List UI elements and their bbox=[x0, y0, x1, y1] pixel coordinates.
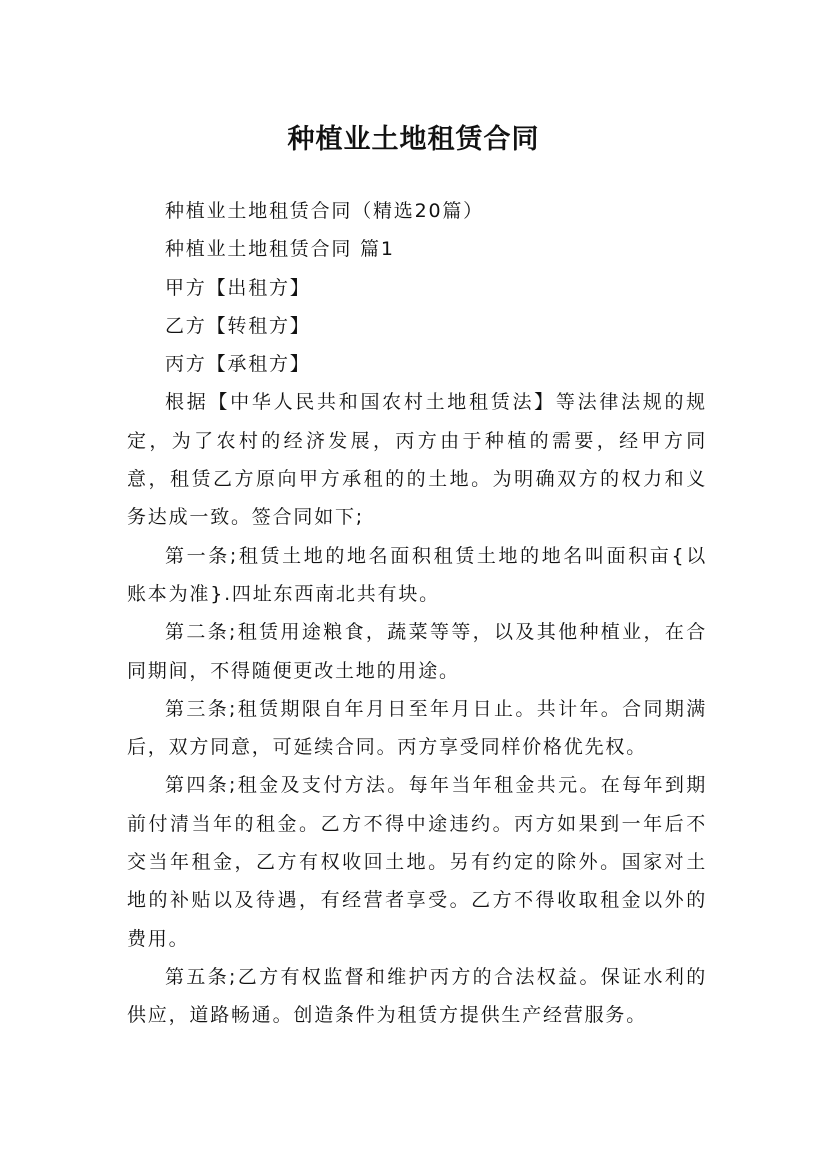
party-b-line: 乙方【转租方】 bbox=[165, 314, 311, 337]
document-body bbox=[127, 192, 707, 1035]
article-5-paragraph: 第五条;乙方有权监督和维护丙方的合法权益。保证水利的供应，道路畅通。创造条件为租赁方提供生产经营服务。 bbox=[127, 965, 707, 1027]
party-a-line: 甲方【出租方】 bbox=[165, 276, 311, 299]
section-heading: 种植业土地租赁合同 篇1 bbox=[165, 238, 395, 261]
article-2-paragraph: 第二条;租赁用途粮食，蔬菜等等，以及其他种植业，在合同期间，不得随便更改土地的用途。 bbox=[127, 621, 707, 682]
party-c-line: 丙方【承租方】 bbox=[165, 353, 311, 376]
document-title: 种植业土地租赁合同 bbox=[287, 124, 540, 156]
article-3-paragraph: 第三条;租赁期限自年月日至年月日止。共计年。合同期满后，双方同意，可延续合同。丙方享受同样价格优先权。 bbox=[127, 697, 707, 759]
subtitle-paragraph: 种植业土地租赁合同（精选20篇） bbox=[165, 200, 484, 222]
preamble-paragraph: 根据【中华人民共和国农村土地租赁法】等法律法规的规定，为了农村的经济发展，丙方由于种植的需要，经甲方同意，租赁乙方原向甲方承租的的土地。为明确双方的权力和义务达成一致。签合同如下; bbox=[127, 391, 707, 529]
article-4-paragraph: 第四条;租金及支付方法。每年当年租金共元。在每年到期前付清当年的租金。乙方不得中途违约。丙方如果到一年后不交当年租金，乙方有权收回土地。另有约定的除外。国家对土地的补贴以及待遇，有经营者享受。乙方不得收取租金以外的费用。 bbox=[127, 774, 707, 950]
article-1-paragraph: 第一条;租赁土地的地名面积租赁土地的地名叫面积亩{以账本为准}.四址东西南北共有块。 bbox=[127, 544, 707, 605]
